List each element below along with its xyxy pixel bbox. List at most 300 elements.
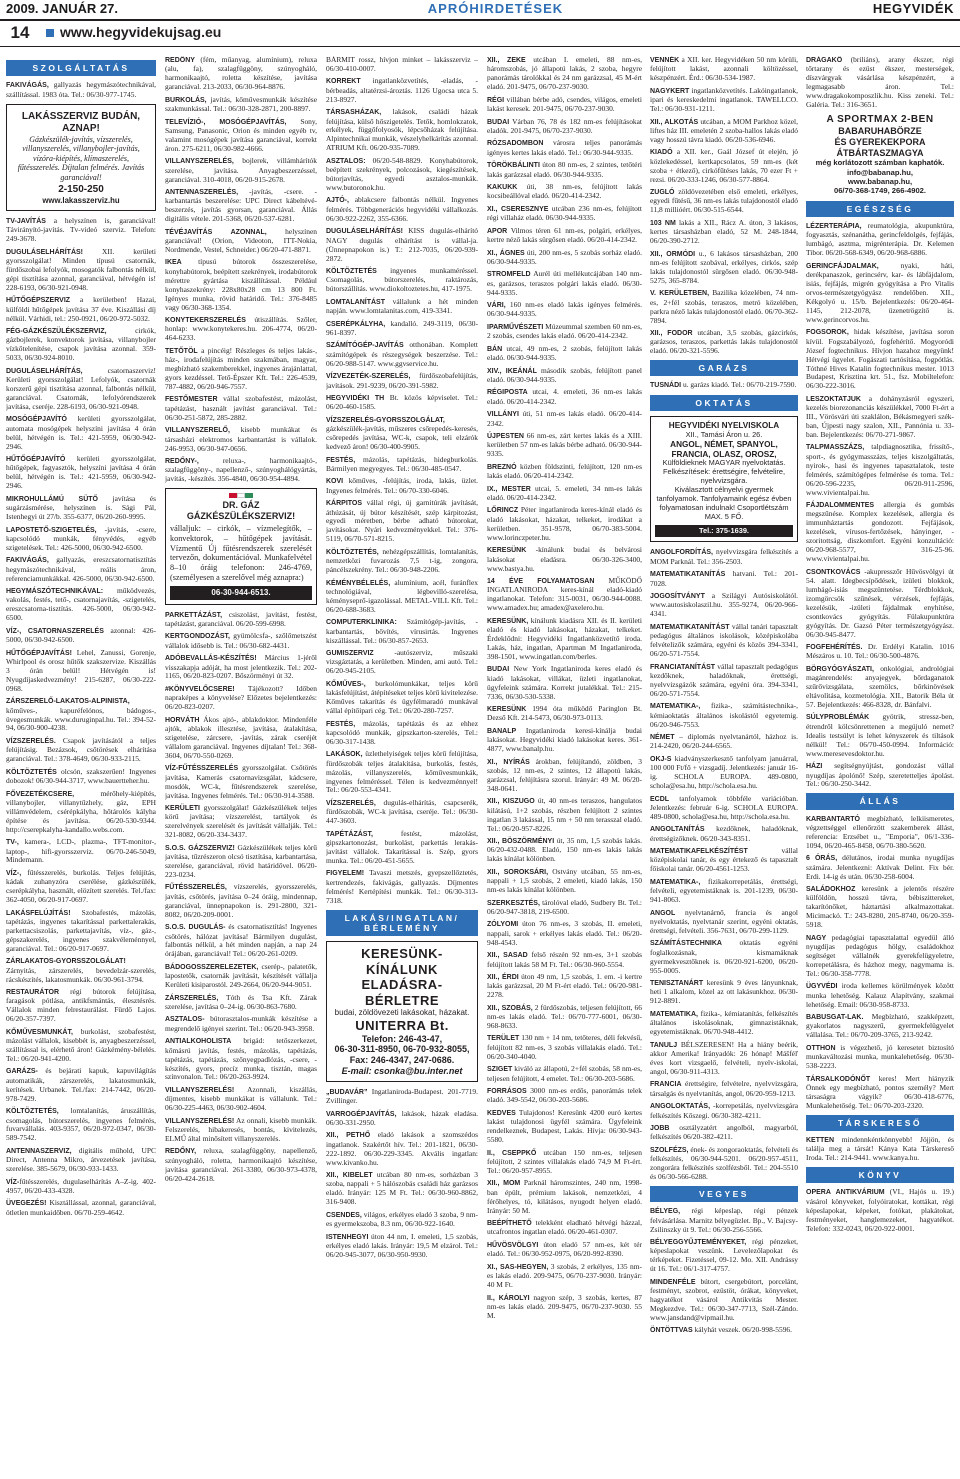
ad-text: fürdőszobafelújítás, javítások. 291-9239, 06/20-391-5982. [326,371,478,390]
ad-text: kandalló. 249-3119, 06/30-961-8397. [326,318,478,337]
classified-ad [326,720,478,747]
ad-box-line: A SPORTMAX 2-BEN [826,114,934,126]
ad-box-line: ÁTBÁRTASZMAGYA [836,147,924,158]
ad-keyword: CSERÉPKÁLYHA, [326,320,386,328]
ad-keyword: PARKETTÁZÁST, [165,611,223,619]
ad-text: -autószerviz, műszaki vizsgáztatás, a kerületben. Minden, ami autó. Tel.: 06/20-945-2105. [326,648,478,676]
ad-keyword: TÉVÉJAVÍTÁS AZONNAL, [165,228,267,236]
classified-ad [165,963,317,990]
ad-text: csatornaszerviz! Kerületi gyorsszolgálat! Lefolyók, csatornák korszerű gépi tisztítása azonnal, falbontás nélkül, garanciával. Csatornák, lefolyórendszerek javítása, cseréje. 228-6193, 06/30-921-0948. [6,365,156,411]
ad-text: világos, erkélyes eladó 3 szoba, 9 nm-es gyermekszoba, 8.3 nm, 06/30-922-1640. [326,1209,478,1229]
ad-text: hatvani. Tel.: 201-7028. [650,569,798,588]
ad-text: mérőhely-kiépítés, villanybojler, villanytűzhely, gáz, EPH villámvédelem, csérépkályha, hőtárolós kályha építése és javítása. 06/20-530-9344. http://cserepkalyha-kandallo.webs.com. [6,788,156,834]
ad-keyword: ÜGYVÉDI [806,983,838,991]
ad-keyword: VILLANYSZERELÉS! [165,1117,235,1125]
classified-ad [326,456,478,474]
classified-ad [6,957,156,984]
ad-list [487,56,642,1321]
classified-ad [487,345,642,363]
ad-text: cserép-, palatetők, lapostetők, csatornák javítását, készítését vállalja Kerületi kisiparostól. 249-2664, 06/20-944-9051. [165,961,317,990]
ad-keyword: ÖNTÖTTVAS [650,1327,693,1335]
ad-text: kályhát veszek. 06/20-998-5596. [692,1325,793,1335]
ad-keyword: FOGSOROK, [806,329,849,337]
ad-keyword: DUGULÁSELHÁRÍTÁS, [6,367,83,375]
ad-text: -javítás, -csere. -karbantartás beszerelése: UPC Direct kábeltévé-beszerzés, javítás gyorsan, garanciával. Állás digitális vétele. 201-5368, 06/20-537-6281. [165,187,317,224]
ad-text: úti, 38 nm-es, felújított lakás kocsibeállóval eladó. 06/20-414-2342. [487,182,642,201]
ad-keyword: KÉMÉNYBÉLELÉS, [326,579,391,587]
classified-ad [6,627,156,645]
ad-box-line: ÉS GYEREKEKPORA [834,136,926,147]
ad-text: zöldövezetében első emeleti, erkélyes, egyedi fűtésű, 36 nm-es lakás tulajdonostól eladó 11,8 millióért. 06/30-515-6544. [650,187,798,215]
ad-text: festést, mázolást, gipszkartonozást, burkolást, parkettás lerakás-javítást vállalok. Takarítással is. Szép, gyors munka. Tel.: 06/20-451-5655. [326,828,478,865]
classified-ad [650,702,798,729]
classified-ad [806,395,954,440]
classified-ad [165,994,317,1012]
classified-ad [650,329,798,356]
ad-text: lakás a XII., Rácz A. úton, 3 lakásos, kertes társasházban eladó, 52 M. 248-1844, 06/20-390-2712. [650,217,798,246]
ad-box-subtitle: ELADÁSRA-BÉRLETRE [361,977,443,1008]
classified-ad [6,556,156,583]
ad-text: javítás, kőművesmunkák készítése szakmunkással. Tel.: 06/30-328-2871, 200-8897. [165,94,317,114]
ad-box-text: Gázkészülék-javítás, vízszerelés, villanyszerelés, villanybojler-javítás, vízóra-kiépítés, klímaszerelés, fűtésszerelés. Díjtalan felmérés. Javítás garanciával! [17,134,145,182]
ad-text: otthonában. Komplett számítógépek és részegységek beszerzése. Tel.: 06/20-988-5147. www.ggvservice.hu. [326,340,478,368]
ad-keyword: XII., SZOBÁS, [487,1004,533,1012]
website-link[interactable]: www.hegyvidekujsag.eu [60,24,222,41]
ad-text: Tavaszi metszés, gyepszellőztetés, kertrendezés, fakivágás, gallyazás. Díjmentes felmérés! Kertépítési munkák. Tel.: 06/30-313-7318. [326,868,478,905]
page-header [0,0,960,18]
ad-keyword: BUDAI [487,118,510,126]
ad-box-line: ANGOL, NÉMET, SPANYOL, FRANCIA, OLASZ, OROSZ, [670,439,778,459]
classified-ad [650,909,798,936]
ad-text: Gázkészülékek teljes körű javítása, tűzrészeron olcsó tisztítása, karbantartása, szerelése, garanciával, rövid határidővel. 06/20-223-0234. [165,842,317,879]
ad-keyword: FÁJDALOMMENTES [806,502,875,510]
ad-keyword: FŐVEZETÉKCSERE, [6,790,75,798]
ad-text: 3000 nm-es erdős, panorámás telek eladó. 349-5542, 06/30-203-5686. [487,1086,642,1105]
ad-box-text: budai, zöldövezeti lakásokat, házakat. [334,1008,470,1018]
ad-text: érettségire, felvételre, nyelvvizsgára, társalgás és nyelvtanítás, angol, 06/20-959-1213. [650,1079,798,1098]
ad-keyword: XI., CSERESZNYE [487,205,549,213]
ad-text: Azonnali, kiszállás, díjmentes, kisebb munkákat is vállalunk. Tel.: 06/30-225-4463, 06/30-902-4604. [165,1084,317,1113]
ad-keyword: KIADÓ [650,149,673,157]
ad-text: fűtésszerelés, burkolás. Teljes felújítás, kádak zuhanyzóra cserélése, gázkészülék, cserépkályha, használt, elözített szerelés. Tel./fax: 362-4050, 06/20-917-0697. [6,867,156,905]
ad-text: kínálunk kiadásra XII. és II. kerületi eladó és kiadó lakásokat, házakat, telkeket. Érdeklődni: Hegyvidéki Ingatlanközvetítő iroda. Lakás, ház, ingatlan, Apartman M Ingatlaniroda, 398-1501, www.ingatlan.com/berles. [487,615,642,661]
ad-text: reluxa, szalagfüggöny, napellenző, szúnyogháló, roletta, harmonikaajtó készítése, javítása garanciával. 261-3380, 06/30-973-4378, 06/20-424-2618. [165,1146,317,1183]
classified-ad [487,899,642,917]
ad-keyword: REDŐNY [165,57,195,64]
ad-keyword: KŐMŰVES-, [326,680,366,688]
ad-text: Tulajdonos! Keresünk 4200 euró kertes lakást tulajdonosi ügyfél számára. Ügyfeleink rendelkeznek, Budapest, Lakás. Hívja: 06/30-943-5580. [487,1107,642,1145]
ad-text: Vilmos téren 61 nm-es, polgári, erkélyes, kertre néző lakás sürgősen eladó. 06/20-414-2342. [487,225,642,245]
ad-text: nehézgépszállítás, lomtalanítás, nemzetközi fuvarozás 7,5 t-ig, zongora, páncélszekrény. Tel.: 06/30-948-2206. [326,546,478,575]
ad-text: utcában, a MOM Parkhoz közel, liftes ház III. emeletén 2 szoba-hallos lakás eladó vagy hosszú távra kiadó. 06/20-536-6946. [650,116,798,144]
ad-keyword: TENISZTANÁRT [650,980,704,988]
ad-text: alumínium, acél, furánflex technológiával, légbevilló-szerelésa, kéményseprő-igazolással. METAL-VILL Kft. Tel.: 06/20-688-3683. [326,577,478,614]
ad-keyword: II., KÁROLYI [487,1294,530,1302]
ad-keyword: JOGOSÍTVÁNYT [650,593,705,601]
ad-box-fax: Fax: 246-4347, 247-0686. [349,1055,455,1066]
ad-text: BÉLSZERESEN! Ha a hiány beérik, akkor Amerika! Irányadók: 26 hónap! Mášféľ éves kort vizsgaelő, felvételi, nyelv-iskolai, angol, 06/30-911-4313. [650,1039,798,1076]
flag-icon [170,493,312,498]
ad-text: úti, 51 nm-es lakás eladó. 06/20-414-2342. [487,409,642,428]
ad-keyword: ANTIALKOHOLISTA [165,1038,232,1046]
classified-ad [326,1131,478,1167]
ad-box-line: Kiválasztott célnyelvi gyermek tanfolyamok. Tanfolyamaink egész évben folyamatosan indulnak! Csoportlétszám MAX. 5 FŐ. [656,485,792,521]
ad-text: Tájékozott? Időben napraképes a könyvelése? Előzetes bejelentkezés: 06/20-823-0207. [165,683,317,712]
ad-box-email: E-mail: csonka@bu.inter.net [341,1065,463,1076]
ad-text: Megbízható, szakképzett, gyakorlatos nagyszerű, gyermekfelügyelet vállalása. Tel.: 06/70-209-3765, 213-9242. [806,1012,954,1040]
ad-text: fizika-, kémiatanítás, felkészítés általános iskolásoknak, gimnazistáknak, egyetemistáknak. 06/70-948-4412. [650,1008,798,1037]
ad-keyword: XII., KISZUGO [487,798,535,806]
classified-ad [487,323,642,341]
ad-keyword: DRÁGAKŐ [806,57,843,64]
ad-keyword: HÁZI [806,763,823,771]
ad-box-title: KERESÜNK-KÍNÁLUNK [361,945,443,977]
ad-text: út, 40 nm-es teraszos, hangulatos kilátású, 1+2 szobás, részben felújított 2 szintes ingatlan 3 lakással, 15 nm + 50 nm terasszal eladó. Tel.: 06/20-957-8226. [487,796,642,833]
classified-ad [326,1088,478,1106]
ad-box-phone: Tel.: 375-1639. [655,525,793,538]
ad-text: úton eladó 57 nm-es, két tér eladó. Tel.: 06/30-952-0975, 06/20-992-8390. [487,1239,642,1259]
ad-keyword: ZÁRLAKATOS-GYORSSZOLGÁLAT! [6,958,126,966]
classified-ad [487,432,642,459]
classified-ad [487,1065,642,1083]
ad-keyword: KAKUKK [487,184,518,192]
ad-text: (fém, műanyag, alumínium), reluxa (alu, fa), szalagfüggöny, szúnyogháló, harmonikaajtó, roletta készítése, javítása garanciával. 213-2033, 06/30-964-8876. [165,56,317,92]
classified-ad [487,1087,642,1105]
ad-text: -akupresszőr Hűvösvölgyi út 54. alatt. Idegbecsípődések, izületi blokkok, lumbágó-isiás megszüntetése. Térdblokkok, izomgörcsök szűnések, vérzések, fejfájás, kezelésük, -izületi fájdalmak enyhítése, csontkovács gyógyítás. Fülakupunktúra gyógyítás. Dr. Gazsó Péter természetgyógyász. 06/30-945-8477. [806,566,954,639]
classified-ad [487,797,642,833]
ad-keyword: VENNÉK [650,57,680,64]
ad-text: digitális műhold, UPC Direct, Antenna Mikro, átvezetések javítása, szerelése. 385-5679, 06/30-933-1433. [6,1145,156,1174]
classified-ad [487,577,642,613]
classified-ad [487,249,642,267]
ad-keyword: XI., ÁGNES [487,249,525,257]
ad-keyword: STROMFELD [487,271,531,279]
ad-text: KISS dugulás-elhárító NAGY dugulás elhárítást is vállal-ja. (Ünnepnapokon is.) T.: 212-7035, 06/20-939-2872. [326,226,478,263]
classified-ad [650,979,798,1006]
ad-text: utcában 236 nm-es, felújított régi villaház eladó. 06/30-944-9335. [487,203,642,223]
ad-keyword: AJTÓ-, [326,197,349,205]
ad-text: ingyenes munkaméréssel. Csomagolás, bútorszerelés, raktározás, bútorszállítás. www.diokoltoztetes.hu, 417-1975. [326,265,478,294]
classified-ad [650,87,798,114]
ad-text: és csatornatisztítás! Ingyenes csőtörés, hálózat javítása! Bármilyen dugulást, falbontás nélkül, a hét minden napján, a nap 24 órájában, garanciával! Tel.: 06/20-261-0209. [165,922,317,959]
classified-ad [165,923,317,959]
ad-keyword: MOSÓGÉPJAVÍTÓ [6,416,67,424]
ad-text: kamera-, LCD-, plazma-, TFT-monitor-, laptop-, hifi-gyorsszerviz. 06/70-246-5049, Mindemann. [6,837,156,865]
ad-box-company: UNITERRA Bt. [355,1017,449,1033]
ad-keyword: LŐRINCZ [487,507,519,515]
ad-text: a kerületben! Hazai, külföldi hűtőgépek javítása 37 éve. Kiszállási díj nélkül. Várhidi, tel.: 250-0921, 06/20-972-5032. [6,295,156,323]
ad-keyword: OKJ-S [650,755,672,763]
ad-keyword: LESZOKTATJUK [806,395,861,403]
ad-text: tanfolyamok többféle variációban. Jelentkezés: február 6-ig. SCHOLA EUROPA. 489-0800, schola@esa.hu, http://schola.esa.hu. [650,793,798,821]
classified-ad [650,1102,798,1120]
ad-text: brigád: tetőszerkezet, kőmásrú javítás, festés, mázolás, tapétázás, tapétázás, tapétázás, szőnyegpadlózás, -csere, -készítés, gyors, precíz munka, tisztán, magas színvonalon. Tel.: 06/20-263-9924. [165,1036,317,1082]
classified-ad [806,1136,954,1163]
ad-text: hidak készítése, javítása soron kívül. Fogszabályozó, fogfehérítő. Mogyoródi József fogtechnikus. Hívjon hazahoz megyünk! Hétvégi ügyelet. Fogászati tartósítása, fogpótlás. Tóthné Hives Katalin fogtechnikus mester. 1013 Budapest, Krisztina krt. 51., fsz. Mobiltelefon: 06/30-222-3016. [806,327,954,391]
classified-ad [487,1219,642,1237]
classified-ad [165,457,317,484]
ad-text: nyelvtanárnő, francia és angol nyelvoktatás, nyelvtanár szerint, egyéni oktatás, érettségi, felvételi. 356-7631, 06/70-299-1129. [650,907,798,935]
ad-text: -javítás, -csere, kapcsolódó munkák, fényvédés, egyéb szigetelések. Tel.: 426-5000, 06/30-942-6500. [6,524,156,552]
classified-ad [165,395,317,422]
ad-keyword: ÚJPESTEN [487,433,524,441]
ad-text: vállal középiskolai tanár, és egy értekező és tapasztalt főiskolai tanár. 06/20-4561-1253. [650,846,798,874]
lakasszerviz-ad-box [6,104,156,211]
classified-ad [650,939,798,975]
classified-ad [487,837,642,864]
classified-ad [650,1124,798,1142]
classified-ad [165,258,317,312]
ad-keyword: XIV., IKEÁNÁL [487,367,537,375]
ad-text: 06/20-548-8829. Konyhabútorok, beépített szekrények, polcozások, kiegészítések, bútorjavítás, egyedi asztalos-munkák. www.butoronok.hu. [326,155,478,193]
section-header-konyv: KÖNYV [806,1167,954,1183]
column-2 [165,56,317,1471]
ad-text: reumatológia, akupunktúra, fogyasztás, szénanátha, gerincfeldolgés, fejfájás, lumbágó, asztma, migrénterápia. Dr. Kelemen Tibor. 06/20-568-6349, 06/20-968-6886. [806,221,954,258]
section-header-szolgaltatas: SZOLGÁLTATÁS [6,60,156,76]
classified-ad [650,548,798,566]
section-header-garazs: GARÁZS [650,360,798,376]
ad-list [165,56,317,484]
ad-keyword: VÍZ-, [6,869,22,877]
classified-ad [6,415,156,451]
ad-keyword: VÍZVEZETÉK-SZERELÉS, [326,373,411,381]
paper-title: HEGYVIDÉK [872,1,954,17]
classified-ad [165,804,317,840]
ad-keyword: HŰTŐGÉPJAVÍTÓ [6,456,66,464]
classified-ad [165,883,317,919]
classified-ad [326,372,478,390]
classified-ad [650,847,798,874]
classified-ad [326,1233,478,1260]
classified-ad [806,854,954,881]
ad-text: és bejárati kapuk, kapuvilágítás automatikák, zárszerelés, lakatosmunkák, kerítések. Urbanek. Tel./fax: 214-7442, 06/20-978-7429. [6,1066,156,1103]
ad-keyword: MIKROHULLÁMÚ SÜTŐ [6,495,99,503]
ad-keyword: VILLÁNYI [487,411,519,419]
ad-text: kiváló az állapotú, 2+fél szobás, 58 nm-es, teljesen felújított, 4 emelet. Tel.: 06/30-203-5686. [487,1064,642,1083]
ad-keyword: XII., ZEKE [487,57,526,64]
ad-keyword: TV-, [6,839,19,847]
classified-ad [326,649,478,676]
ad-keyword: REDŐNY-, [165,457,199,465]
ad-keyword: MINDENFÉLE [650,1278,696,1286]
classified-ad [650,289,798,325]
classified-ad [650,250,798,286]
ad-text: utcai, 5. emeleti, 34 nm-es lakás eladó. 06/20-414-2342. [487,483,642,503]
ad-text: utcában I. emeleti, 88 nm-es, háromszobás, jó állapotú lakás, 2 szoba, hegyre panorámás tárolókkal és 24 nm garázzsal, 45 M-ért eladó. 201-9475, 06/70-237-9030. [487,56,642,92]
ad-text: Ostvány utcában, 55 nm-es, nappali + 1,5 szobás, 2 emeleti, kiadó lakás, 150 nm-es lakás kínálat kölönben. [487,866,642,895]
ad-keyword: ANTENNASZERVIZ, [6,1147,72,1155]
ad-keyword: BÁDOGOSSZERELEZETEK, [165,963,259,971]
classified-ad [650,795,798,822]
ad-keyword: FRANCIA [650,1081,682,1089]
section-header-lakas: LAKÁS/INGATLAN/ BÉRLEMÉNY [326,910,478,936]
classified-ad [6,1147,156,1174]
ad-text: fizikakorrepetálás, érettségi, felvételi, egyetemistáknak is. 201-1239, 06/30-941-8063. [650,876,798,905]
ad-keyword: VÍZSZERELÉS. [6,737,56,745]
ad-text: ablakcsere falbontás nélkül. Ingyenes felmérés. Többgenerációs hegyvidéki vállalkozás. 06/30-922-2262, 355-6366. [326,195,478,223]
ad-text: üzlethelyiségek teljes körű felújítása, fürdőszobák teljes átalakítása, burkolás, festés, mázolás, villanyszerelés, kőművesmunkák, ingyenes felméréssel. Télen is kedvezménnyel! Tel.: 06/20-553-4341. [326,749,478,795]
ad-text: Aurél úti mellékutcájában 140 nm-es, garázsos, teraszos polgári lakás eladó. 06/30-944-9335. [487,269,642,297]
classified-ad [487,727,642,754]
classified-ad [165,611,317,629]
ad-text: utcában 150 nm-es, teljesen felújított, 2 szintes villalakás eladó 74,9 M Ft-ért. Tel.: 06/20-957-8955. [487,1147,642,1175]
ad-keyword: LAKÁSFELÚJÍTÁS! [6,909,71,917]
ad-keyword: XII., MOM [487,1180,521,1188]
classified-ad [487,96,642,114]
language-school-ad-box [650,416,798,542]
ad-keyword: KERÜLETI [165,805,200,813]
classified-ad [487,1263,642,1290]
classified-ad [806,328,954,391]
classified-ad [806,643,954,661]
classified-ad [487,485,642,503]
classified-ad [6,1107,156,1143]
classified-ad [487,139,642,157]
classified-ad [326,750,478,795]
classified-ad [806,1188,954,1233]
uniterra-ad-box [326,941,478,1082]
classified-ad [487,367,642,385]
classified-ad [806,568,954,640]
ad-keyword: FESTŐMESTER [165,396,218,404]
ad-keyword: APOR [487,227,508,235]
ad-text: a dohányzásról egyszeri, kezelés biorezonanciás készülékkel, 7000 Ft-ért a III., Vörösvári úti szaklálon, Békásmegyeri szék-ban, Újpesti nagy szalon, XII., Pannónia u. 33-ban. Bejelentkezés: 06/70-271-9867. [806,393,954,440]
classified-ad [650,570,798,588]
ad-text: a XII. ker. Hegyvidéken 50 nm körüli, felújított lakást, azonnali költözéssel, készpénzért. Érd.: 06/30-534-1987. [650,56,798,83]
ad-text: városra teljes panorámás igényes kertes lakás eladó. Tel.: 06/30-944-9335. [487,138,642,157]
ad-text: 2 fürdőszobás, teljesen felújított, 66 nm-es lakás eladó. Tel.: 06/70-777-6001, 06/30-968-8633. [487,1002,642,1031]
ad-keyword: II., CSEPPKŐ [487,1149,537,1157]
classified-ad [6,909,156,954]
classified-ad [487,617,642,662]
ad-text: (VI., Hajós u. 19.) vásárol könyveket, folyóiratokat, kottákat, régi képeslapokat, képeket, fotókat, plakátokat, festményeket, hanglemezeket, hagyatékot. Telefon: 332-0243, 06/20-922-0001. [806,1187,954,1233]
ad-text: bútorasztalos-munkák készítése a megrendelő igényei szerint. Tel.: 06/20-943-3958. [165,1014,317,1033]
ad-keyword: VÍZ-FŰTÉSSZERELÉS [165,765,239,773]
ad-text: utcai, 49 nm-es, 2 szobás, felújított lakás eladó. 06/30-944-9335. [487,343,642,363]
ad-box-line: info@babanap.hu, [846,167,914,177]
classified-ad [326,680,478,716]
classified-ad [6,838,156,865]
classified-ad [487,1241,642,1259]
ad-text: Az onnali, kisebb munkák. Felszerelés, hibakeresés, bontás, kivitelezés, ELMŰ által minősített villanyszerelés. [165,1115,317,1143]
ad-text: Kisztállással, azonnal, garanciával, ötletlen munkaidőben. 06/70-259-4642. [6,1198,156,1217]
ad-text: kerületi gyorsszolgálat, hűtőgépek, fagyasztók, helyszíni javítása 4 órán belül, hétvégén is. Tel.: 421-5959, 06/30-942-2946. [6,454,156,491]
ad-keyword: CSONTKOVÁCS [806,568,861,576]
ad-box-line: www.babanap.hu, [847,176,913,186]
classified-ad [6,649,156,694]
classified-ad [487,758,642,794]
ad-text: gyötrik, stressz-ben, étrendről kölcsönrettenen a megújuló nemet? Idealis testsúlyt is lehet kényszerek és tiltások nélkül! Tel.: 06/70-450-0994. Információ: www.meresevesdoktor.hu. [806,712,954,758]
ad-text: felső részén 92 nm-es, 3+1 szobás felújított lakás 58 M Ft. Tel.: 06/30-960-5554. [487,950,642,969]
classified-ad [487,1294,642,1321]
ad-text: is végezhető, jó keresetet biztosító munkaváltozási munka, munkalehetőség. 06/30-538-2223. [806,1042,954,1071]
classified-ad [326,108,478,153]
classified-ad [806,1075,954,1111]
section-header-tarskereso: TÁRSKERESŐ [806,1115,954,1131]
ad-box-text: vállaljuk: – cirkók, – vízmelegítők, – konvektorok, – hűtőgépek javítását. Vízmentű Új fűtésrendszerek szerelését tervezőn, dokumentációval. Munkafelvétel 8–10 óráig telefonon: 246-4769, (személyesen a szerelővel még aznapra:) [170,523,312,583]
classified-ad [165,157,317,184]
ad-keyword: VÍZSZERELÉS, [326,799,376,807]
ad-keyword: MATEMATIKA-, [650,703,701,711]
ad-keyword: XII., BÖSZÖRMÉNYI [487,838,555,845]
ad-keyword: TÖRÖKBÁLINTI [487,162,540,170]
ad-keyword: HŰTŐGÉPSZERVIZ [6,297,71,305]
classified-ad [487,56,642,92]
ad-keyword: KETTEN [806,1137,834,1145]
ad-text: útiszállítás. Szőler, honlap: www.konytekeres.hu. 206-4774, 06/20-464-6233. [165,315,317,343]
ad-keyword: TÁRSASHÁZAK, [326,109,382,117]
classified-ad [326,830,478,866]
ad-keyword: JOBB [650,1124,670,1132]
classified-ad [6,327,156,363]
ad-text: kerületi gyorsszolgálat, automata mosógépek helyszíni javítása 4 órán belül, hétvégén is. Tel.: 421-5959, 06/30-942-2946. [6,414,156,451]
classified-ad [165,56,317,92]
ad-keyword: HŰTŐGÉPJAVÍTÁS! [6,649,72,657]
ad-box-title: DR. GÁZ [222,500,260,511]
classified-ad [165,96,317,114]
classified-ad [165,426,317,453]
ad-box-title: LAKÁSSZERVIZ BUDÁN, AZNAP! [21,110,141,134]
ad-keyword: REDŐNY, [165,1148,197,1156]
ad-keyword: 6 ÓRÁS, [806,855,838,863]
ad-text: reluxa-, harmonikaajtó-, szalagfüggöny-, napellenző-, szúnyoghálógyártás, javítás, -készítés. 356-4840, 06/30-954-4894. [165,455,317,484]
section-header-vegyes: VEGYES [650,1186,798,1202]
ad-keyword: OTTHON [806,1044,836,1052]
ad-keyword: XII., PETHŐ [326,1132,371,1140]
ad-text: keresünk 9 éves lányunknak, heti 1 alkalom, közel az ott lakásunkhoz. 06/30-912-8891. [650,978,798,1006]
ad-keyword: ANGOLTANÍTÁS [650,826,705,834]
ad-keyword: MATEMATIKA-, [650,878,701,886]
ad-text: gyorsszolgálat. Csőtörés javítása, Kamerás csatornavizsgálat, kádcsere, mosdók, WC-k, fűtésrendszerek szerelése, javítása. Ingyenes felmérés. Tel.: 06/30-914-3588. [165,763,317,800]
ad-text: Ingatlaniroda-Budapest. 201-7719. Zvillinger. [326,1086,478,1106]
classified-ad [165,844,317,880]
ad-keyword: BUDAI [487,666,510,674]
ad-keyword: VÍZSZERELÉS-GYORSSZOLGÁLAT, [326,416,445,424]
ad-keyword: TAPÉTÁZÁST, [326,830,373,838]
classified-ad [650,1238,798,1274]
ad-keyword: KERESÜNK [487,706,527,713]
ad-text: 130 nm + 14 nm, tetőteres, déli fekvésű, felújított 82 nm-es, 3 szobás villalakás eladó. Tel.: 06/20-340-4040. [487,1033,642,1061]
ad-keyword: FESTÉS, [326,720,356,728]
column-3 [326,56,478,1471]
classified-ad [650,56,798,83]
classified-ad [326,499,478,544]
classified-ad [326,1110,478,1128]
classified-ad [6,869,156,905]
classified-ad: BÁRMIT rossz, hívjon minket – lakásszerviz – 06/30-410-0007. [326,56,478,73]
ad-text: nyaki, háti, derékpanaszok, gerincsérv, kar- és lábfájdalom, isiás, fejfájás, migrén gyógyítása a Pro Vitalis orvos-természetgyógyász rendelőben. XII., Kékgolyó u. 15/b. Bejelentkezés: 06/20-464-1145, 212-2078, üzenetrögzítő is. www.gerincorvos.hu. [806,260,954,324]
ad-text: bútort, csergebútort, porcelánt, festményt, szobrot, ezüstöt, órákat, könyveket, hagyatékot vásárol Antikvitás Mester. Megkezdve. Tel.: 06/30-347-7713, Szél-Zándo. www.jansdand@vipmail.hu. [650,1276,798,1322]
ad-keyword: RESTAURÁTOR [6,989,60,997]
classified-ad [806,665,954,710]
square-bullet-icon [46,29,54,37]
ad-list [326,77,478,905]
ad-box-line: BABARUHABÖRZE [838,126,922,137]
classified-ad [165,716,317,761]
ad-text: Bazilika közelében, 74 nm-es, 2+fél szobás, teraszos, metró közelében, parkra néző lakás tulajdonostól eladó. 06/70-362-7894. [650,288,798,325]
classified-ad [650,1041,798,1077]
classified-ad [487,463,642,481]
page-number: 14 [0,22,40,44]
ad-text: -korrepetálás, nyelvvizsgára felkészítés Kőszegi. 06/30-382-4211. [650,1101,798,1120]
classified-ad [650,381,798,390]
classified-ad: FAKIVÁGÁS, gallyazás hegymászótechnikával, szállítással. 1983 óta. Tel.: 06/30-977-1745. [6,80,156,99]
column-five [650,56,798,1471]
ad-keyword: BREZNÓ [487,463,517,471]
ad-text: délutános, irodai munka nyugdíjas számára. Jelentkezni: Aktívak Delint. Fix bér. Erdi. 14-ig és után. 06/30-258-6004. [806,853,954,881]
ad-keyword: HEGYMÁSZÓTECHNIKÁVAL: [6,588,104,596]
ad-keyword: KÖLTÖZTETÉS [6,768,57,776]
